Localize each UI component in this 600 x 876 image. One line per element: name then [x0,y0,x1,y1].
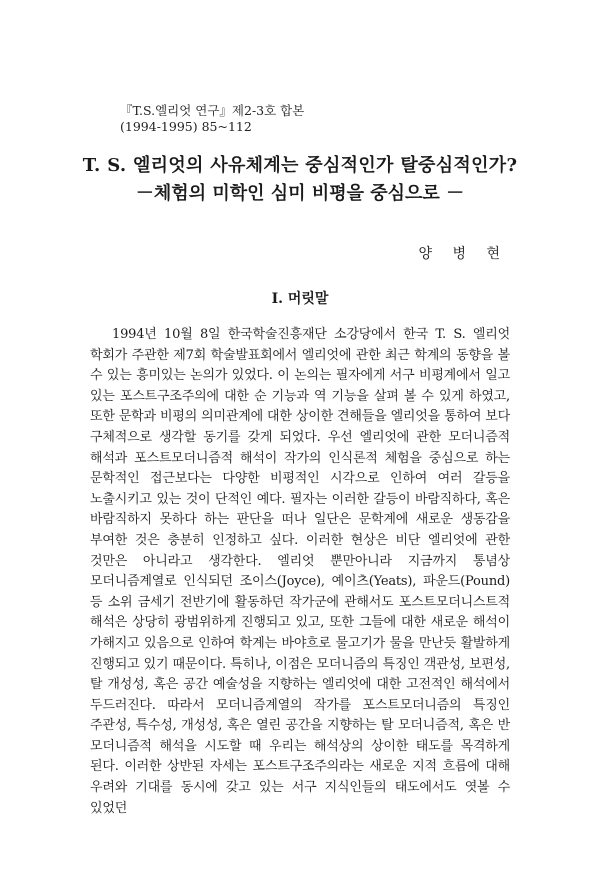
title-block [0,152,600,208]
body-paragraph: 1994년 10월 8일 한국학술진흥재단 소강당에서 한국 T. S. 엘리엇 학회가 주관한 제7회 학술발표회에서 엘리엇에 관한 최근 학계의 동향을 볼 수 있는 흥미있는 논의가 있었다. 이 논의는 필자에게 서구 비평계에서 일고 있는 포스트구조주의에 대한 순 기능과 역 기능을 살펴 볼 수 있게 하였고, 또한 문학과 비평의 의미관계에 대한 상이한 견해들을 엘리엇을 통하여 보다 구체적으로 생각할 동기를 갖게 되었다. 우선 엘리엇에 관한 모더니즘적 해석과 포스트모더니즘적 해석이 작가의 인식론적 체험을 중심으로 하는 문학적인 접근보다는 다양한 비평적인 시각으로 인하여 여러 갈등을 노출시키고 있는 것이 단적인 예다. 필자는 이러한 갈등이 바람직하다, 혹은 바람직하지 못하다 하는 판단을 떠나 일단은 문학계에 새로운 생동감을 부여한 것은 충분히 인정하고 싶다. 이러한 현상은 비단 엘리엇에 관한 것만은 아니라고 생각한다. 엘리엇 뿐만아니라 지금까지 통념상 모더니즘계열로 인식되던 조이스(Joyce), 예이츠(Yeats), 파운드(Pound)등 소위 금세기 전반기에 활동하던 작가군에 관해서도 포스트모더니스트적 해석은 상당히 광범위하게 진행되고 있고, 또한 그들에 대한 새로운 해석이 가해지고 있음으로 인하여 학계는 바야흐로 물고기가 물을 만난듯 활발하게 진행되고 있기 때문이다. 특히나, 이점은 모더니즘의 특징인 객관성, 보편성, 탈 개성성, 혹은 공간 예술성을 지향하는 엘리엇에 대한 고전적인 해석에서 두드러진다. 따라서 모더니즘계열의 작가를 포스트모더니즘의 특징인 주관성, 특수성, 개성성, 혹은 열린 공간을 지향하는 탈 모더니즘적, 혹은 반 모더니즘적 해석을 시도할 때 우리는 해석상의 상이한 태도를 목격하게 된다. 이러한 상반된 자세는 포스트구조주의라는 새로운 지적 흐름에 대해 우려와 기대를 동시에 갖고 있는 서구 지식인들의 태도에서도 엿볼 수 있었던 [90,327,510,816]
paper-subtitle: －체험의 미학인 심미 비평을 중심으로 － [135,183,465,204]
section-heading: I. 머릿말 [271,291,329,307]
journal-citation [120,103,304,135]
paper-title: T. S. 엘리엇의 사유체계는 중심적인가 탈중심적인가? [82,155,518,176]
body-text [90,325,510,819]
citation-pages-line: (1994-1995) 85~112 [120,119,252,134]
author-name: 양 병 현 [418,246,508,262]
citation-journal-line: 『T.S.엘리엇 연구』제2-3호 합본 [120,103,305,118]
